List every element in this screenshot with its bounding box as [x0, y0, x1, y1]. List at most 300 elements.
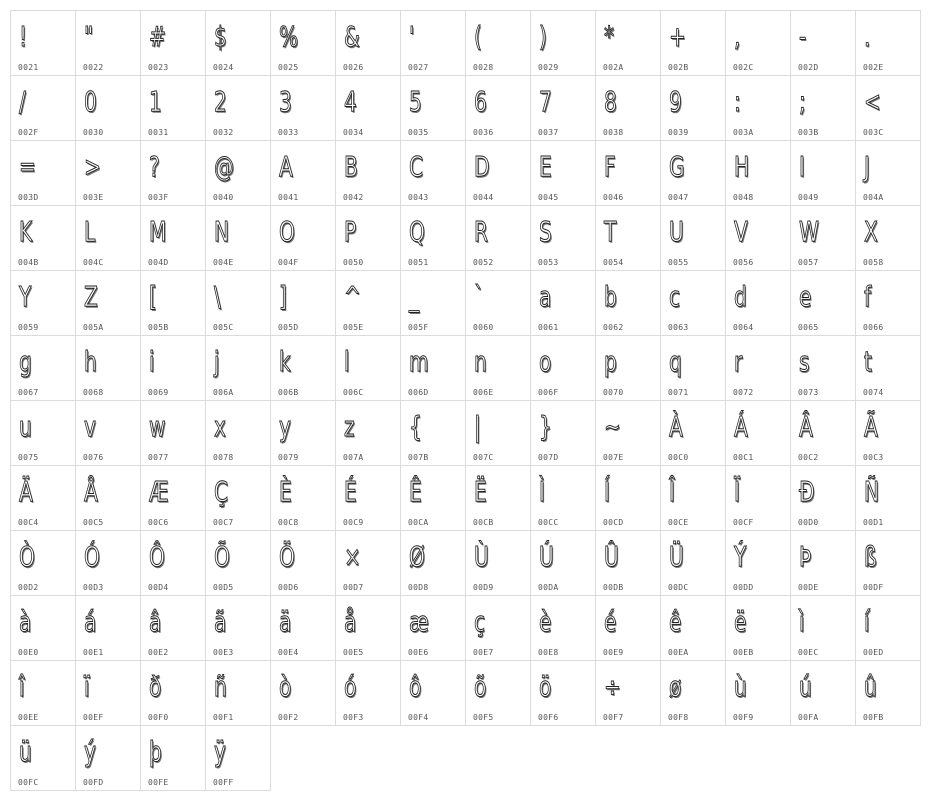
glyph-cell [596, 531, 661, 596]
glyph-cell [661, 661, 726, 726]
glyph-codepoint: 007A [343, 453, 364, 462]
glyph-character: ö [539, 670, 552, 703]
glyph-cell [466, 401, 531, 466]
glyph-codepoint: 005C [213, 323, 234, 332]
glyph-character: 6 [474, 85, 487, 118]
glyph-codepoint: 00F1 [213, 713, 234, 722]
glyph-codepoint: 0062 [603, 323, 624, 332]
glyph-character: W [799, 215, 819, 248]
glyph-character: < [864, 85, 881, 118]
glyph-codepoint: 0051 [408, 258, 429, 267]
glyph-cell [466, 206, 531, 271]
glyph-codepoint: 0048 [733, 193, 754, 202]
glyph-codepoint: 00FC [18, 778, 39, 787]
glyph-character: â [149, 605, 162, 638]
glyph-cell [791, 206, 856, 271]
glyph-character: u [19, 410, 32, 443]
glyph-codepoint: 00F5 [473, 713, 494, 722]
glyph-codepoint: 0076 [83, 453, 104, 462]
glyph-cell [336, 336, 401, 401]
glyph-cell [336, 401, 401, 466]
glyph-character: Á [734, 410, 748, 443]
glyph-character: > [84, 150, 101, 183]
glyph-character: Ô [149, 540, 165, 573]
glyph-character: : [734, 85, 741, 118]
glyph-character: 4 [344, 85, 357, 118]
glyph-codepoint: 004F [278, 258, 299, 267]
glyph-cell [466, 271, 531, 336]
glyph-cell [466, 531, 531, 596]
glyph-character: Ý [734, 540, 747, 573]
glyph-codepoint: 00D0 [798, 518, 819, 527]
glyph-cell [856, 661, 921, 726]
glyph-cell [791, 76, 856, 141]
glyph-codepoint: 00D9 [473, 583, 494, 592]
glyph-codepoint: 00D1 [863, 518, 884, 527]
glyph-cell [271, 76, 336, 141]
glyph-character: È [279, 475, 292, 508]
glyph-cell [726, 336, 791, 401]
glyph-cell [11, 141, 76, 206]
glyph-cell [336, 76, 401, 141]
glyph-cell [661, 596, 726, 661]
glyph-codepoint: 00EA [668, 648, 689, 657]
glyph-character: Z [84, 280, 98, 313]
glyph-cell [726, 401, 791, 466]
glyph-codepoint: 0042 [343, 193, 364, 202]
glyph-codepoint: 00CE [668, 518, 689, 527]
glyph-cell [466, 596, 531, 661]
glyph-character: l [344, 345, 350, 378]
glyph-character: w [149, 410, 166, 443]
glyph-cell [856, 206, 921, 271]
glyph-codepoint: 004D [148, 258, 169, 267]
glyph-character: L [84, 215, 96, 248]
glyph-cell [206, 271, 271, 336]
glyph-cell [11, 206, 76, 271]
glyph-codepoint: 006E [473, 388, 494, 397]
glyph-codepoint: 00EF [83, 713, 104, 722]
glyph-codepoint: 0079 [278, 453, 299, 462]
glyph-cell [206, 531, 271, 596]
glyph-codepoint: 00D5 [213, 583, 234, 592]
glyph-character: 0 [84, 85, 97, 118]
glyph-cell [401, 141, 466, 206]
glyph-codepoint: 00D3 [83, 583, 104, 592]
glyph-character: % [279, 20, 299, 53]
glyph-cell [791, 11, 856, 76]
glyph-cell [791, 596, 856, 661]
glyph-codepoint: 003A [733, 128, 754, 137]
glyph-codepoint: 00DA [538, 583, 559, 592]
glyph-codepoint: 0023 [148, 63, 169, 72]
glyph-codepoint: 006B [278, 388, 299, 397]
glyph-codepoint: 00E7 [473, 648, 494, 657]
glyph-codepoint: 0033 [278, 128, 299, 137]
glyph-character: , [734, 20, 741, 53]
glyph-cell [271, 596, 336, 661]
glyph-character: ñ [214, 670, 227, 703]
glyph-cell [596, 76, 661, 141]
glyph-codepoint: 0038 [603, 128, 624, 137]
glyph-character: z [344, 410, 355, 443]
glyph-character: y [279, 410, 291, 443]
glyph-cell [271, 11, 336, 76]
glyph-character: A [279, 150, 293, 183]
glyph-cell [726, 466, 791, 531]
glyph-cell [76, 76, 141, 141]
glyph-character: ô [409, 670, 422, 703]
glyph-character: Ç [214, 475, 229, 508]
glyph-cell [271, 141, 336, 206]
glyph-character: X [864, 215, 878, 248]
glyph-character: $ [214, 20, 227, 53]
glyph-codepoint: 0036 [473, 128, 494, 137]
glyph-character: s [799, 345, 810, 378]
glyph-character: ~ [604, 410, 621, 443]
glyph-cell [856, 11, 921, 76]
glyph-codepoint: 007E [603, 453, 624, 462]
glyph-codepoint: 004A [863, 193, 884, 202]
glyph-codepoint: 0045 [538, 193, 559, 202]
glyph-codepoint: 0021 [18, 63, 39, 72]
glyph-codepoint: 0054 [603, 258, 624, 267]
glyph-character: J [864, 150, 870, 183]
glyph-codepoint: 003F [148, 193, 169, 202]
glyph-cell [11, 726, 76, 791]
glyph-codepoint: 0053 [538, 258, 559, 267]
glyph-codepoint: 0047 [668, 193, 689, 202]
glyph-character: G [669, 150, 685, 183]
glyph-character: " [84, 20, 94, 53]
glyph-character: D [474, 150, 490, 183]
glyph-character: - [799, 20, 807, 53]
glyph-cell [596, 336, 661, 401]
glyph-cell [206, 596, 271, 661]
glyph-character: ? [149, 150, 160, 183]
glyph-codepoint: 0078 [213, 453, 234, 462]
glyph-codepoint: 00D2 [18, 583, 39, 592]
glyph-cell [141, 271, 206, 336]
glyph-character: ÿ [214, 735, 226, 768]
glyph-character: Î [669, 475, 675, 508]
glyph-character: K [19, 215, 33, 248]
glyph-character: E [539, 150, 552, 183]
glyph-character: Ü [669, 540, 684, 573]
glyph-character: + [669, 20, 686, 53]
glyph-character: / [19, 85, 26, 118]
glyph-cell [141, 11, 206, 76]
glyph-cell [531, 661, 596, 726]
glyph-character: ì [799, 605, 805, 638]
glyph-codepoint: 00C0 [668, 453, 689, 462]
glyph-codepoint: 00C9 [343, 518, 364, 527]
glyph-cell [141, 531, 206, 596]
glyph-cell [11, 336, 76, 401]
glyph-codepoint: 0050 [343, 258, 364, 267]
glyph-cell [791, 661, 856, 726]
glyph-character: B [344, 150, 358, 183]
glyph-codepoint: 00D4 [148, 583, 169, 592]
glyph-codepoint: 0063 [668, 323, 689, 332]
glyph-cell [271, 401, 336, 466]
glyph-cell [596, 206, 661, 271]
glyph-cell [11, 466, 76, 531]
glyph-character: ò [279, 670, 292, 703]
glyph-cell [661, 141, 726, 206]
glyph-codepoint: 004B [18, 258, 39, 267]
glyph-character: * [604, 20, 615, 53]
glyph-codepoint: 007C [473, 453, 494, 462]
glyph-character: Í [604, 475, 610, 508]
glyph-character: M [149, 215, 167, 248]
glyph-cell [466, 141, 531, 206]
glyph-codepoint: 00E2 [148, 648, 169, 657]
glyph-character: C [409, 150, 424, 183]
glyph-codepoint: 00F0 [148, 713, 169, 722]
glyph-character: R [474, 215, 489, 248]
glyph-character: V [734, 215, 748, 248]
glyph-character: r [734, 345, 743, 378]
glyph-codepoint: 00FD [83, 778, 104, 787]
glyph-cell [791, 141, 856, 206]
glyph-cell [206, 401, 271, 466]
glyph-codepoint: 006F [538, 388, 559, 397]
glyph-cell [271, 466, 336, 531]
glyph-codepoint: 005A [83, 323, 104, 332]
glyph-cell [596, 271, 661, 336]
glyph-codepoint: 0064 [733, 323, 754, 332]
glyph-cell [401, 596, 466, 661]
glyph-character: ! [19, 20, 28, 53]
glyph-cell [11, 76, 76, 141]
glyph-cell [856, 336, 921, 401]
glyph-codepoint: 00E8 [538, 648, 559, 657]
glyph-character: ã [214, 605, 227, 638]
glyph-codepoint: 00DB [603, 583, 624, 592]
glyph-cell [466, 76, 531, 141]
glyph-codepoint: 00F9 [733, 713, 754, 722]
glyph-codepoint: 00DD [733, 583, 754, 592]
glyph-codepoint: 00C4 [18, 518, 39, 527]
glyph-character: m [409, 345, 429, 378]
glyph-character: 9 [669, 85, 682, 118]
glyph-codepoint: 00FA [798, 713, 819, 722]
glyph-character: k [279, 345, 291, 378]
glyph-character: c [669, 280, 681, 313]
glyph-cell [596, 661, 661, 726]
glyph-cell [531, 11, 596, 76]
glyph-character: [ [149, 280, 157, 313]
glyph-codepoint: 00C7 [213, 518, 234, 527]
glyph-character: Ö [279, 540, 295, 573]
glyph-codepoint: 0069 [148, 388, 169, 397]
glyph-codepoint: 0022 [83, 63, 104, 72]
glyph-codepoint: 006A [213, 388, 234, 397]
glyph-codepoint: 00CA [408, 518, 429, 527]
glyph-codepoint: 00DC [668, 583, 689, 592]
glyph-codepoint: 0046 [603, 193, 624, 202]
glyph-character: × [344, 540, 361, 573]
glyph-cell [791, 466, 856, 531]
glyph-character: å [344, 605, 357, 638]
glyph-character: b [604, 280, 617, 313]
glyph-codepoint: 004C [83, 258, 104, 267]
glyph-cell [206, 336, 271, 401]
glyph-character: 8 [604, 85, 617, 118]
glyph-cell [531, 271, 596, 336]
glyph-cell [76, 271, 141, 336]
glyph-character: p [604, 345, 617, 378]
glyph-character: ë [734, 605, 747, 638]
glyph-cell [11, 531, 76, 596]
glyph-cell [661, 271, 726, 336]
glyph-cell [466, 661, 531, 726]
glyph-codepoint: 0043 [408, 193, 429, 202]
glyph-codepoint: 00C6 [148, 518, 169, 527]
glyph-cell [336, 141, 401, 206]
glyph-cell [596, 466, 661, 531]
glyph-codepoint: 003C [863, 128, 884, 137]
glyph-cell [531, 76, 596, 141]
glyph-cell [206, 466, 271, 531]
glyph-character: . [864, 20, 871, 53]
glyph-codepoint: 005B [148, 323, 169, 332]
glyph-codepoint: 00C1 [733, 453, 754, 462]
glyph-codepoint: 00EC [798, 648, 819, 657]
glyph-character: ð [149, 670, 162, 703]
glyph-cell [271, 206, 336, 271]
glyph-cell [271, 531, 336, 596]
glyph-cell [206, 726, 271, 791]
glyph-character: U [669, 215, 684, 248]
glyph-codepoint: 0056 [733, 258, 754, 267]
glyph-cell [76, 531, 141, 596]
glyph-character: a [539, 280, 552, 313]
glyph-character: ß [864, 540, 877, 573]
glyph-codepoint: 0030 [83, 128, 104, 137]
glyph-character: ' [409, 20, 415, 53]
glyph-character: \ [214, 280, 221, 313]
glyph-cell [661, 76, 726, 141]
glyph-character: & [344, 20, 360, 53]
glyph-character: á [84, 605, 97, 638]
glyph-character: H [734, 150, 750, 183]
glyph-codepoint: 0060 [473, 323, 494, 332]
glyph-codepoint: 0072 [733, 388, 754, 397]
glyph-codepoint: 0037 [538, 128, 559, 137]
glyph-codepoint: 00CF [733, 518, 754, 527]
glyph-cell [76, 336, 141, 401]
glyph-character: 2 [214, 85, 227, 118]
glyph-cell [791, 271, 856, 336]
glyph-codepoint: 0071 [668, 388, 689, 397]
glyph-cell [401, 271, 466, 336]
glyph-cell [531, 596, 596, 661]
glyph-character: ] [279, 280, 287, 313]
glyph-character: Ì [539, 475, 545, 508]
glyph-character: 3 [279, 85, 292, 118]
glyph-character: õ [474, 670, 487, 703]
glyph-cell [726, 141, 791, 206]
glyph-codepoint: 0067 [18, 388, 39, 397]
glyph-cell [791, 401, 856, 466]
glyph-cell [791, 336, 856, 401]
glyph-character: S [539, 215, 552, 248]
glyph-character: 5 [409, 85, 422, 118]
glyph-codepoint: 004E [213, 258, 234, 267]
glyph-cell [76, 206, 141, 271]
glyph-character: ø [669, 670, 682, 703]
glyph-codepoint: 00E5 [343, 648, 364, 657]
glyph-codepoint: 005E [343, 323, 364, 332]
glyph-character: ÷ [604, 670, 621, 703]
glyph-codepoint: 00DF [863, 583, 884, 592]
glyph-character: O [279, 215, 295, 248]
glyph-character: É [344, 475, 357, 508]
glyph-character: = [19, 150, 36, 183]
glyph-character: F [604, 150, 616, 183]
glyph-codepoint: 003D [18, 193, 39, 202]
glyph-cell [596, 596, 661, 661]
glyph-character: Ú [539, 540, 554, 573]
glyph-character: ý [84, 735, 96, 768]
glyph-cell [726, 206, 791, 271]
glyph-character: À [669, 410, 683, 443]
glyph-character: ^ [344, 280, 361, 313]
glyph-character: Ò [19, 540, 35, 573]
glyph-character: j [214, 345, 220, 378]
glyph-cell [401, 206, 466, 271]
glyph-character: Þ [799, 540, 812, 573]
glyph-character: í [864, 605, 870, 638]
glyph-cell [466, 336, 531, 401]
glyph-codepoint: 00D8 [408, 583, 429, 592]
glyph-character: q [669, 345, 682, 378]
glyph-cell [596, 141, 661, 206]
glyph-codepoint: 006C [343, 388, 364, 397]
glyph-cell [141, 141, 206, 206]
glyph-cell [336, 11, 401, 76]
glyph-cell [791, 531, 856, 596]
glyph-cell [531, 401, 596, 466]
glyph-codepoint: 00E1 [83, 648, 104, 657]
glyph-cell [401, 661, 466, 726]
glyph-character: ó [344, 670, 357, 703]
glyph-codepoint: 00E9 [603, 648, 624, 657]
glyph-codepoint: 0061 [538, 323, 559, 332]
glyph-cell [466, 11, 531, 76]
glyph-codepoint: 0075 [18, 453, 39, 462]
glyph-character: d [734, 280, 747, 313]
glyph-character: Ù [474, 540, 489, 573]
glyph-codepoint: 00D7 [343, 583, 364, 592]
glyph-codepoint: 0065 [798, 323, 819, 332]
glyph-cell [856, 466, 921, 531]
glyph-character: Â [799, 410, 813, 443]
glyph-character: û [864, 670, 877, 703]
glyph-character: 7 [539, 85, 552, 118]
glyph-cell [11, 401, 76, 466]
glyph-character: o [539, 345, 552, 378]
glyph-cell [401, 11, 466, 76]
glyph-character: Ã [864, 410, 878, 443]
glyph-codepoint: 00C2 [798, 453, 819, 462]
glyph-codepoint: 00FB [863, 713, 884, 722]
glyph-cell [531, 531, 596, 596]
glyph-character: æ [409, 605, 429, 638]
glyph-codepoint: 0066 [863, 323, 884, 332]
